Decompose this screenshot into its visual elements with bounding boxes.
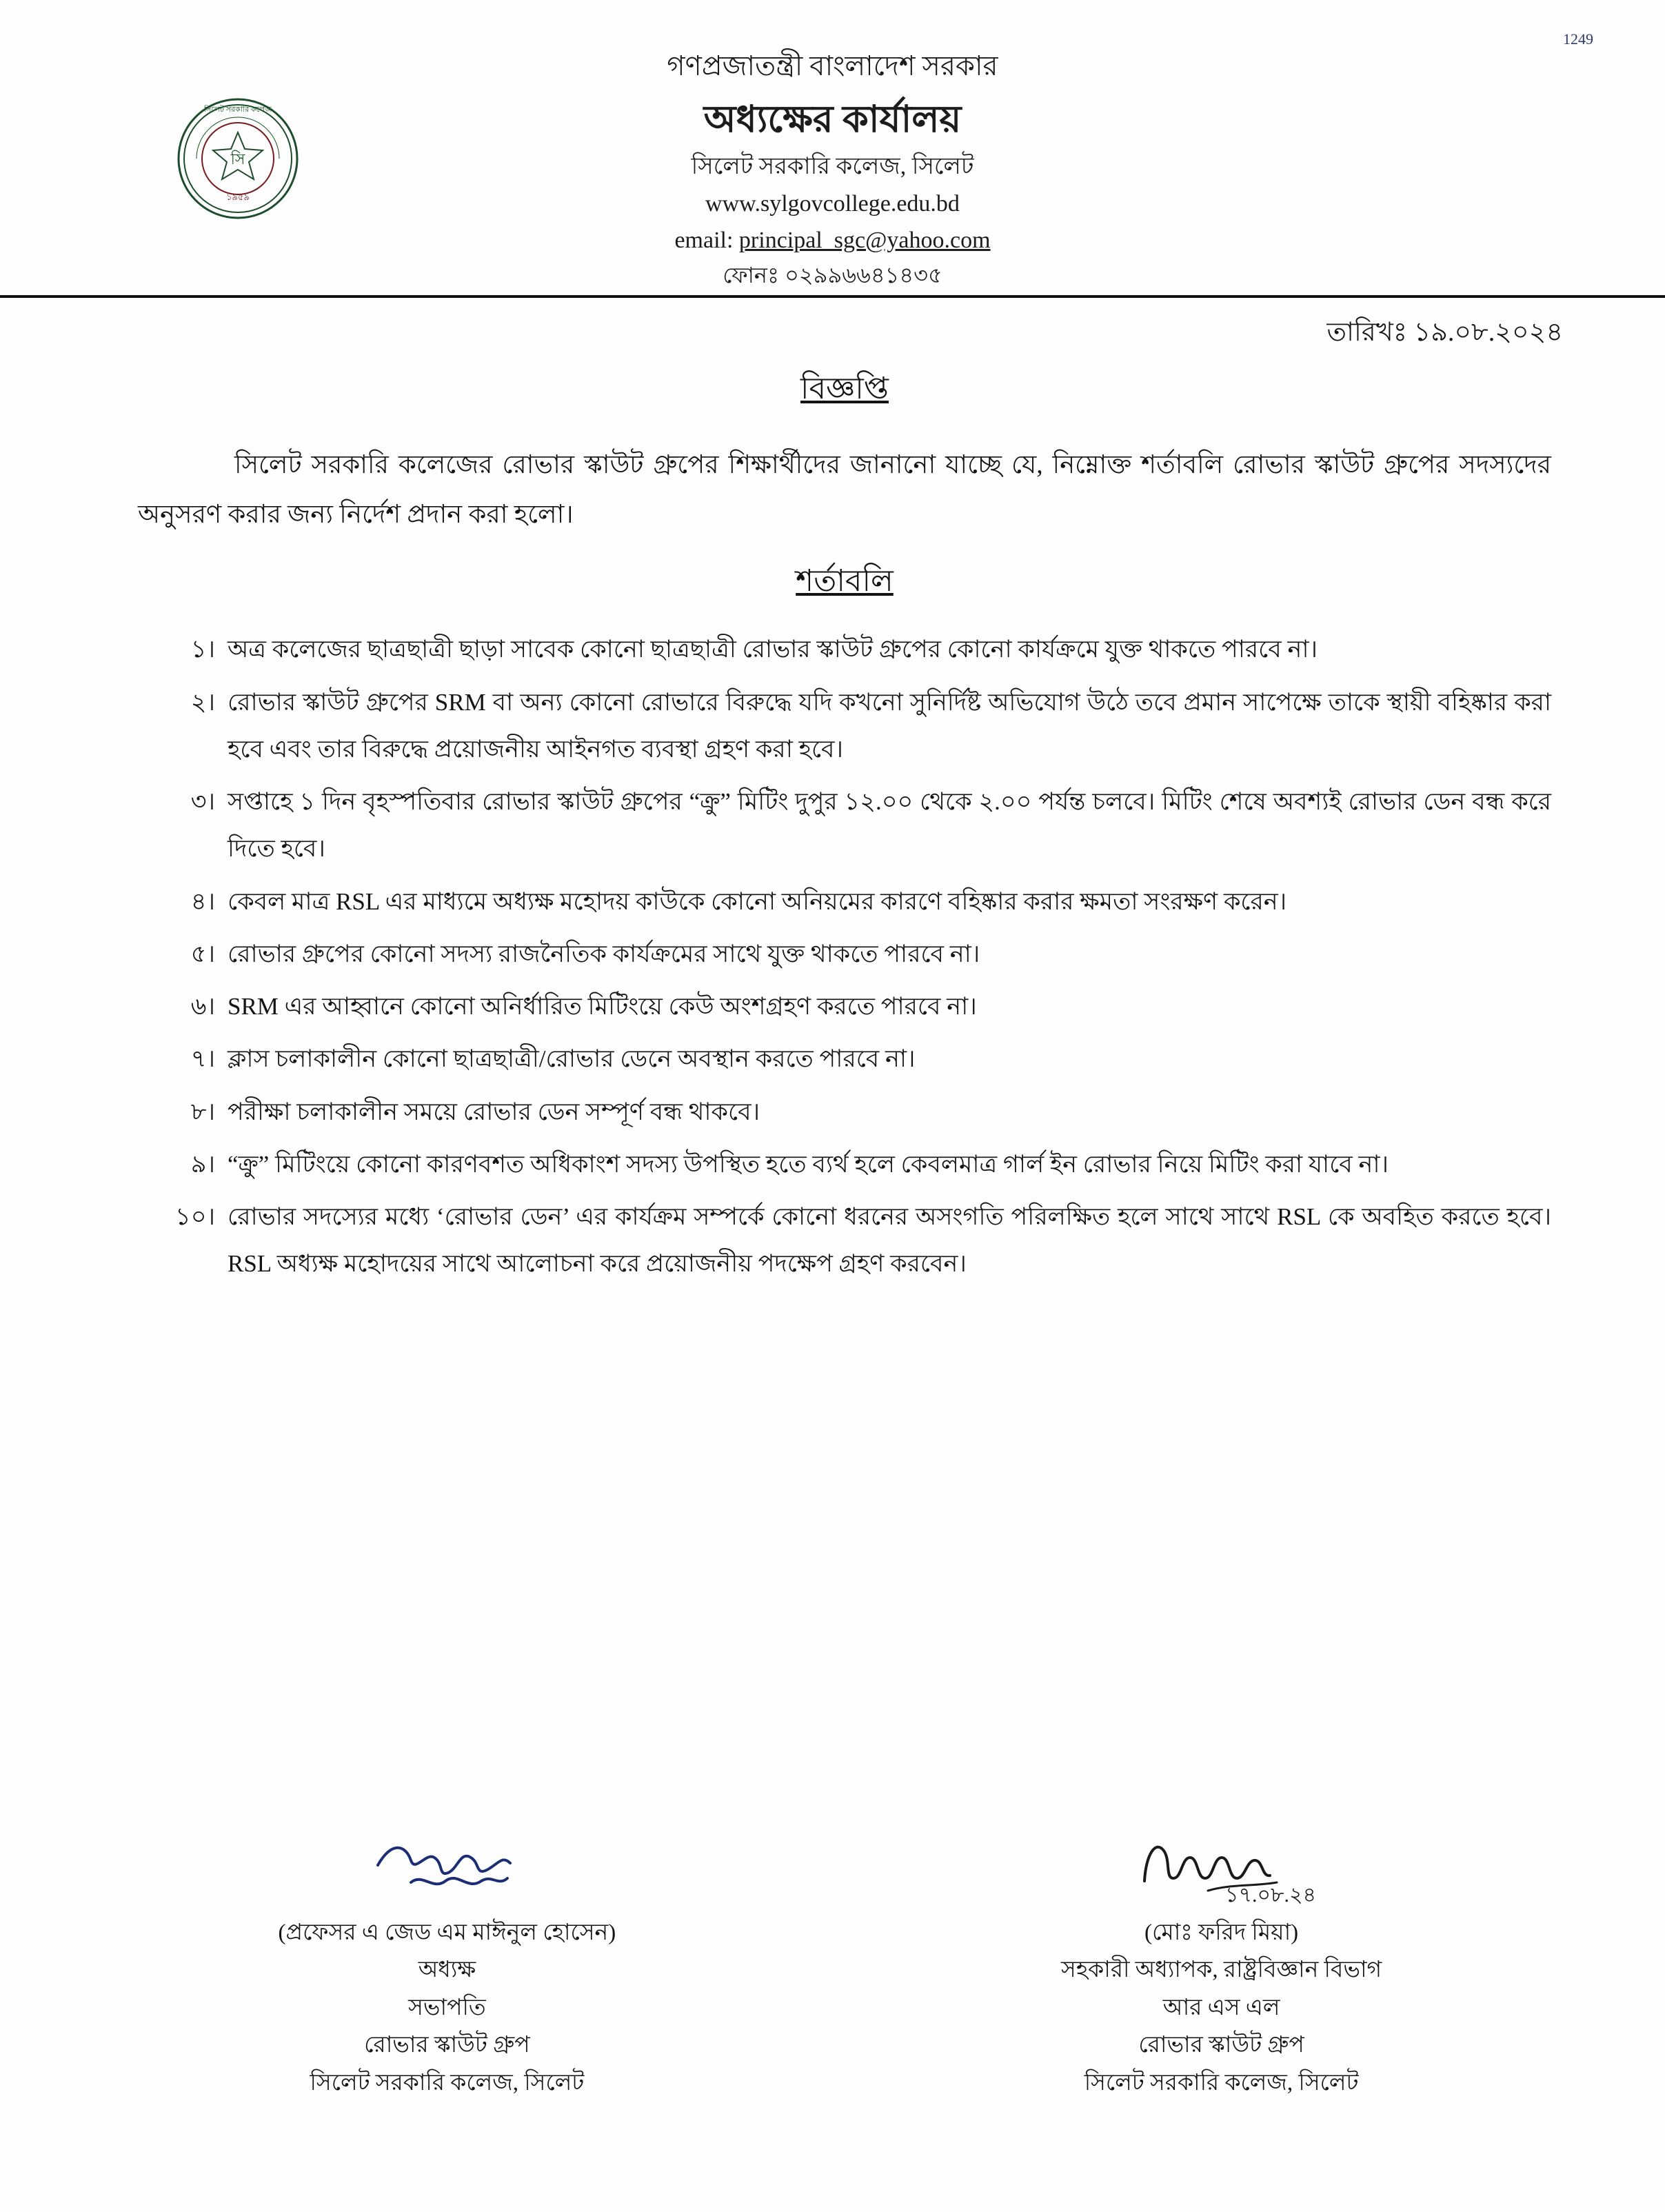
signature-line-2: আর এস এল [1162,1995,1280,2020]
list-item-text: কেবল মাত্র RSL এর মাধ্যমে অধ্যক্ষ মহোদয় কাউকে কোনো অনিয়মের কারণে বহিষ্কার করার ক্ষমতা সংরক্ষণ করেন। [228,887,1287,915]
signature-name: (মোঃ ফরিদ মিয়া) [1144,1920,1299,1945]
signature-block-rsl [891,1827,1551,2102]
signature-line-4: সিলেট সরকারি কলেজ, সিলেট [1084,2070,1359,2095]
header-government-line: গণপ্রজাতন্ত্রী বাংলাদেশ সরকার [667,50,998,81]
list-item-number: ৫। [190,940,215,967]
letterhead [0,0,1665,290]
list-item [138,1194,1551,1288]
list-item [138,931,1551,978]
signature-area [117,1827,1551,2102]
list-item-text: ক্লাস চলাকালীন কোনো ছাত্রছাত্রী/রোভার ডেনে অবস্থান করতে পারবে না। [228,1045,916,1073]
list-item-number: ১০। [175,1203,215,1231]
list-item-text: রোভার স্কাউট গ্রুপের SRM বা অন্য কোনো রোভারে বিরুদ্ধে যদি কখনো সুনির্দিষ্ট অভিযোগ উঠে তবে প্রমান সাপেক্ষে তাকে স্থায়ী বহিষ্কার করা হবে এবং তার বিরুদ্ধে প্রয়োজনীয় আইনগত ব্যবস্থা গ্রহণ করা হবে। [228,688,1551,763]
notice-date: তারিখঃ ১৯.০৮.২০২৪ [1326,318,1563,347]
list-item-text: সপ্তাহে ১ দিন বৃহস্পতিবার রোভার স্কাউট গ্রুপের “ক্রু” মিটিং দুপুর ১২.০০ থেকে ২.০০ পর্যন্ত চলবে। মিটিং শেষে অবশ্যই রোভার ডেন বন্ধ করে দিতে হবে। [228,788,1551,863]
header-phone: ফোনঃ ০২৯৯৬৬৪১৪৩৫ [723,262,942,288]
svg-text:১৭.০৮.২৪: ১৭.০৮.২৪ [1224,1883,1316,1907]
handwritten-signature-icon [891,1827,1551,1910]
list-item [138,983,1551,1030]
list-item-number: ৭। [190,1045,215,1073]
header-divider [0,295,1665,298]
list-item [138,778,1551,873]
list-item [138,679,1551,774]
notice-title: বিজ্ঞপ্তি [800,372,889,405]
list-item [138,1036,1551,1083]
list-item-text: পরীক্ষা চলাকালীন সময়ে রোভার ডেন সম্পূর্ণ বন্ধ থাকবে। [228,1098,760,1125]
list-item-text: SRM এর আহ্বানে কোনো অনির্ধারিত মিটিংয়ে কেউ অংশগ্রহণ করতে পারবে না। [228,993,977,1020]
header-email-label: email: [674,227,734,253]
notice-intro-paragraph: সিলেট সরকারি কলেজের রোভার স্কাউট গ্রুপের শিক্ষার্থীদের জানানো যাচ্ছে যে, নিম্নোক্ত শর্তাবলি রোভার স্কাউট গ্রুপের সদস্যদের অনুসরণ করার জন্য নির্দেশ প্রদান করা হলো। [138,451,1551,530]
list-item-number: ৮। [190,1098,215,1125]
handwritten-signature-icon [117,1827,777,1910]
header-email-address: principal_sgc@yahoo.com [738,227,991,253]
list-item [138,878,1551,925]
list-item [138,626,1551,673]
signature-name: (প্রফেসর এ জেড এম মাঈনুল হোসেন) [278,1920,616,1945]
terms-title: শর্তাবলি [796,564,894,599]
notice-body [138,359,1551,1294]
list-item-text: অত্র কলেজের ছাত্রছাত্রী ছাড়া সাবেক কোনো ছাত্রছাত্রী রোভার স্কাউট গ্রুপের কোনো কার্যক্রমে যুক্ত থাকতে পারবে না। [228,636,1318,663]
header-office-line: অধ্যক্ষের কার্যালয় [703,99,962,140]
list-item-number: ৯। [190,1150,215,1178]
list-item [138,1141,1551,1188]
list-item-number: ৪। [190,887,215,915]
page-number: 1249 [1563,30,1593,48]
terms-list [138,626,1551,1287]
list-item-text: “ক্রু” মিটিংয়ে কোনো কারণবশত অধিকাংশ সদস্য উপস্থিত হতে ব্যর্থ হলে কেবলমাত্র গার্ল ইন রোভার নিয়ে মিটিং করা যাবে না। [228,1150,1389,1178]
signature-line-3: রোভার স্কাউট গ্রুপ [364,2033,530,2058]
list-item-text: রোভার গ্রুপের কোনো সদস্য রাজনৈতিক কার্যক্রমের সাথে যুক্ত থাকতে পারবে না। [228,940,980,967]
list-item-number: ২। [190,688,215,716]
signature-line-3: রোভার স্কাউট গ্রুপ [1138,2033,1304,2058]
signature-block-principal [117,1827,777,2102]
list-item-number: ৩। [190,788,215,816]
list-item-number: ১। [190,636,215,663]
svg-text:১৯৫৯: ১৯৫৯ [226,192,250,202]
header-email-row [0,225,1665,256]
header-college-line: সিলেট সরকারি কলেজ, সিলেট [691,154,974,180]
signature-line-2: সভাপতি [408,1995,486,2020]
signature-line-4: সিলেট সরকারি কলেজ, সিলেট [310,2070,585,2095]
signature-line-1: সহকারী অধ্যাপক, রাষ্ট্রবিজ্ঞান বিভাগ [1061,1958,1382,1983]
svg-text:সিলেট সরকারি কলেজ: সিলেট সরকারি কলেজ [203,105,272,114]
list-item [138,1089,1551,1136]
list-item-number: ৬। [190,993,215,1020]
signature-line-1: অধ্যক্ষ [418,1958,476,1983]
header-website: www.sylgovcollege.edu.bd [705,191,960,217]
college-seal-icon [176,97,300,221]
list-item-text: রোভার সদস্যের মধ্যে ‘রোভার ডেন’ এর কার্যক্রম সম্পর্কে কোনো ধরনের অসংগতি পরিলক্ষিত হলে সাথে সাথে RSL কে অবহিত করতে হবে। RSL অধ্যক্ষ মহোদয়ের সাথে আলোচনা করে প্রয়োজনীয় পদক্ষেপ গ্রহণ করবেন। [228,1203,1551,1278]
svg-text:সি: সি [230,150,245,168]
